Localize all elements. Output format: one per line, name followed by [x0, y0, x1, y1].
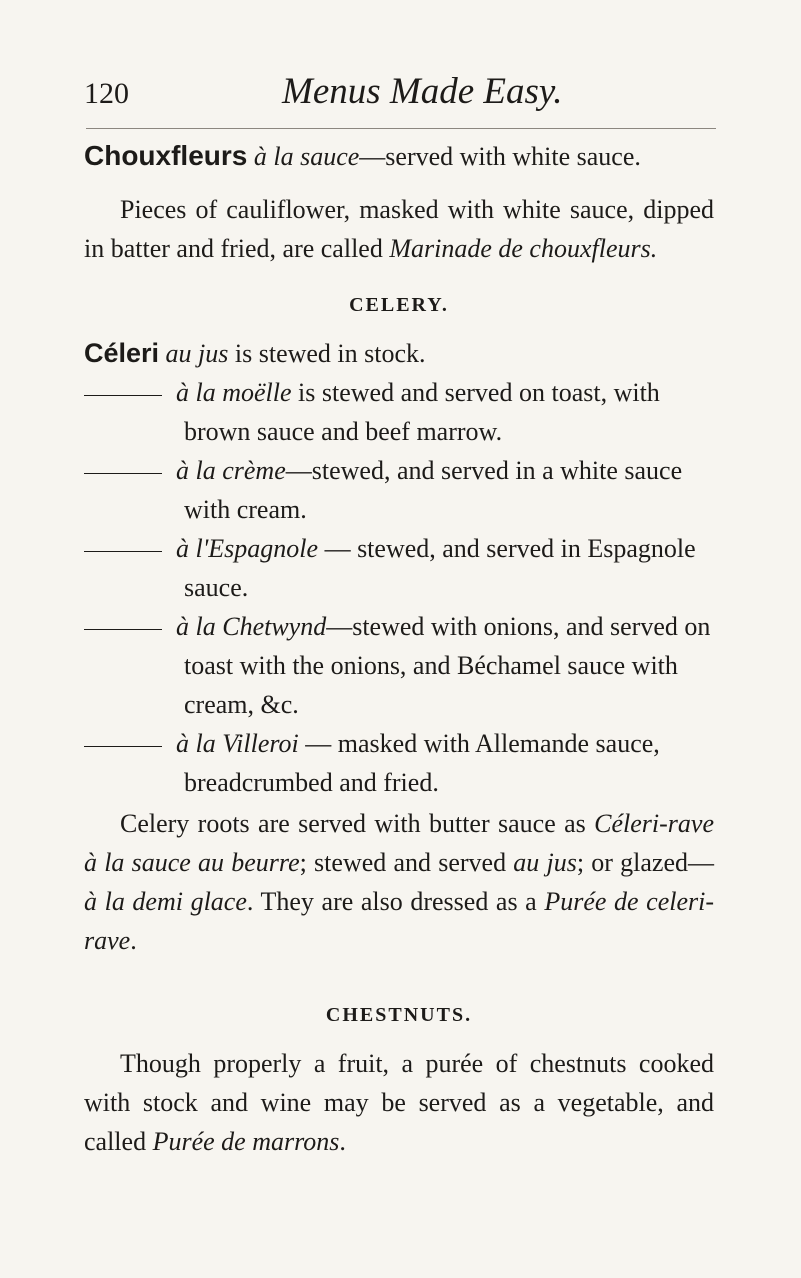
entry-a-la-creme: à la crème—stewed, and served in a white sauce with cream.	[84, 451, 714, 529]
ditto-dash	[84, 551, 162, 552]
entry-a-la-moelle: à la moëlle is stewed and served on toast, with brown sauce and beef marrow.	[84, 373, 714, 451]
entry-chetwynd: à la Chetwynd—stewed with onions, and served on toast with the onions, and Béchamel sauce with cream, &c.	[84, 607, 714, 724]
entry-celeri-au-jus: Céleri au jus is stewed in stock.	[84, 338, 426, 368]
paragraph-marinade: Pieces of cauliflower, masked with white sauce, dipped in batter and fried, are called Marinade de chouxfleurs.	[84, 195, 714, 263]
entry-term: Céleri	[84, 338, 160, 368]
page-body	[84, 136, 714, 1161]
section-heading-celery: CELERY.	[349, 294, 449, 316]
entry-villeroi: à la Villeroi — masked with Allemande sauce, breadcrumbed and fried.	[84, 724, 714, 802]
ditto-dash	[84, 473, 162, 474]
ditto-dash	[84, 746, 162, 747]
entry-chouxfleurs: Chouxfleurs à la sauce—served with white sauce.	[84, 140, 641, 171]
paragraph-chestnuts: Though properly a fruit, a purée of chestnuts cooked with stock and wine may be served as a vegetable, and called Purée de marrons.	[84, 1049, 714, 1156]
running-title: Menus Made Easy.	[282, 71, 563, 112]
ditto-dash	[84, 629, 162, 630]
header-rule	[86, 128, 716, 129]
page-number: 120	[84, 77, 129, 110]
ditto-dash	[84, 395, 162, 396]
entry-espagnole: à l'Espagnole — stewed, and served in Espagnole sauce.	[84, 529, 714, 607]
entry-qualifier: à la sauce	[253, 142, 360, 171]
entry-term: Chouxfleurs	[84, 140, 248, 171]
paragraph-celery-roots: Celery roots are served with butter sauce as Céleri-rave à la sauce au beurre; stewed and served au jus; or glazed—à la demi glace. They are also dressed as a Purée de celeri-rave.	[84, 809, 715, 955]
section-heading-chestnuts: CHESTNUTS.	[325, 1004, 473, 1026]
